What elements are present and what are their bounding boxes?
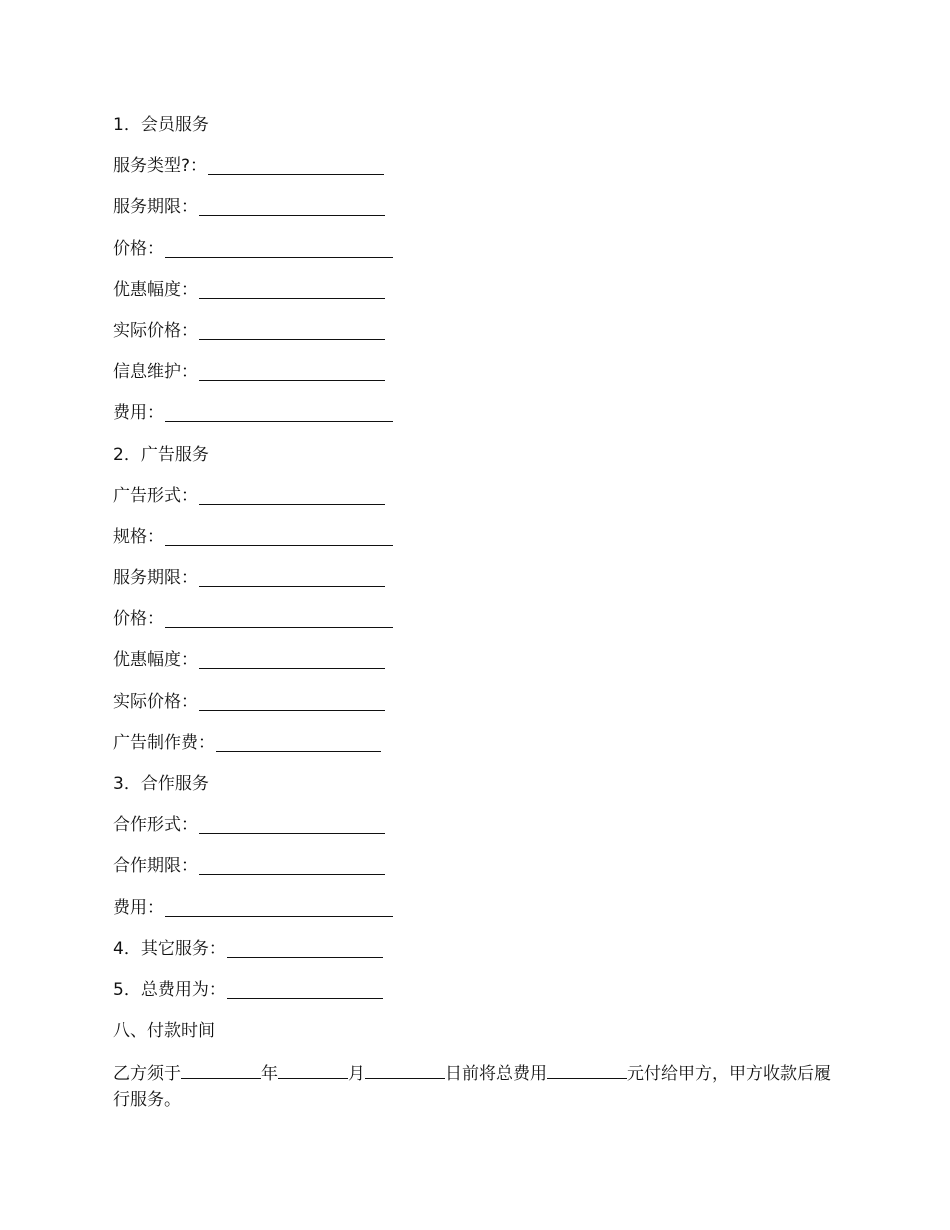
fill-in-blank[interactable] (199, 647, 385, 669)
field-label: 广告形式： (113, 485, 198, 506)
field-row (113, 606, 843, 647)
field-label: 广告制作费： (113, 732, 215, 753)
section-heading-coop (113, 771, 843, 812)
field-row (113, 277, 843, 318)
payment-text: 乙方须于 (113, 1064, 181, 1085)
fill-in-blank[interactable] (199, 318, 385, 340)
field-label: 实际价格： (113, 691, 198, 712)
fill-in-blank[interactable] (165, 524, 393, 546)
field-label: 5．总费用为： (113, 979, 226, 1000)
field-label: 4．其它服务： (113, 938, 226, 959)
document-page (113, 112, 843, 1113)
fill-in-blank[interactable] (165, 400, 393, 422)
field-row (113, 647, 843, 688)
fill-in-blank[interactable] (165, 895, 393, 917)
field-label: 费用： (113, 403, 164, 424)
payment-text: 月 (348, 1064, 365, 1085)
fill-in-blank[interactable] (216, 730, 381, 752)
fill-in-blank[interactable] (199, 194, 385, 216)
field-label: 合作期限： (113, 856, 198, 877)
section-heading-ad (113, 442, 843, 483)
field-row (113, 400, 843, 441)
field-label: 服务期限： (113, 197, 198, 218)
field-row (113, 318, 843, 359)
year-blank[interactable] (181, 1059, 261, 1079)
fill-in-blank[interactable] (199, 565, 385, 587)
month-blank[interactable] (278, 1059, 348, 1079)
field-row (113, 565, 843, 606)
day-blank[interactable] (365, 1059, 445, 1079)
fill-in-blank[interactable] (199, 483, 385, 505)
amount-blank[interactable] (547, 1059, 627, 1079)
fill-in-blank[interactable] (165, 606, 393, 628)
fill-in-blank[interactable] (165, 236, 393, 258)
field-row (113, 194, 843, 235)
field-label: 费用： (113, 897, 164, 918)
field-label: 价格： (113, 238, 164, 259)
field-row (113, 895, 843, 936)
field-row (113, 730, 843, 771)
field-row (113, 359, 843, 400)
payment-paragraph (113, 1059, 838, 1113)
field-row (113, 524, 843, 565)
field-row-total (113, 977, 843, 1018)
field-row (113, 153, 843, 194)
field-label: 优惠幅度： (113, 279, 198, 300)
payment-text: 元付给甲方，甲方收款后履行服务。 (113, 1064, 831, 1111)
field-row (113, 689, 843, 730)
fill-in-blank[interactable] (227, 977, 383, 999)
fill-in-blank[interactable] (227, 936, 383, 958)
fill-in-blank[interactable] (199, 689, 385, 711)
field-label: 优惠幅度： (113, 650, 198, 671)
field-row (113, 483, 843, 524)
field-label: 合作形式： (113, 815, 198, 836)
section-title: 3．合作服务 (113, 774, 209, 794)
field-label: 服务类型?： (113, 156, 208, 177)
section-title: 1．会员服务 (113, 115, 209, 135)
payment-text: 日前将总费用 (445, 1064, 547, 1085)
field-label: 规格： (113, 526, 164, 547)
fill-in-blank[interactable] (208, 153, 384, 175)
payment-text: 年 (261, 1064, 278, 1085)
field-row (113, 236, 843, 277)
field-row (113, 812, 843, 853)
fill-in-blank[interactable] (199, 359, 385, 381)
fill-in-blank[interactable] (199, 277, 385, 299)
field-label: 服务期限： (113, 568, 198, 589)
fill-in-blank[interactable] (199, 812, 385, 834)
field-label: 价格： (113, 609, 164, 630)
field-row-other (113, 936, 843, 977)
fill-in-blank[interactable] (199, 853, 385, 875)
field-label: 信息维护： (113, 362, 198, 383)
section-heading-member (113, 112, 843, 153)
section-heading-payment (113, 1018, 843, 1059)
section-title: 2．广告服务 (113, 444, 209, 465)
section-title: 八、付款时间 (113, 1021, 215, 1042)
field-label: 实际价格： (113, 320, 198, 341)
field-row (113, 853, 843, 894)
